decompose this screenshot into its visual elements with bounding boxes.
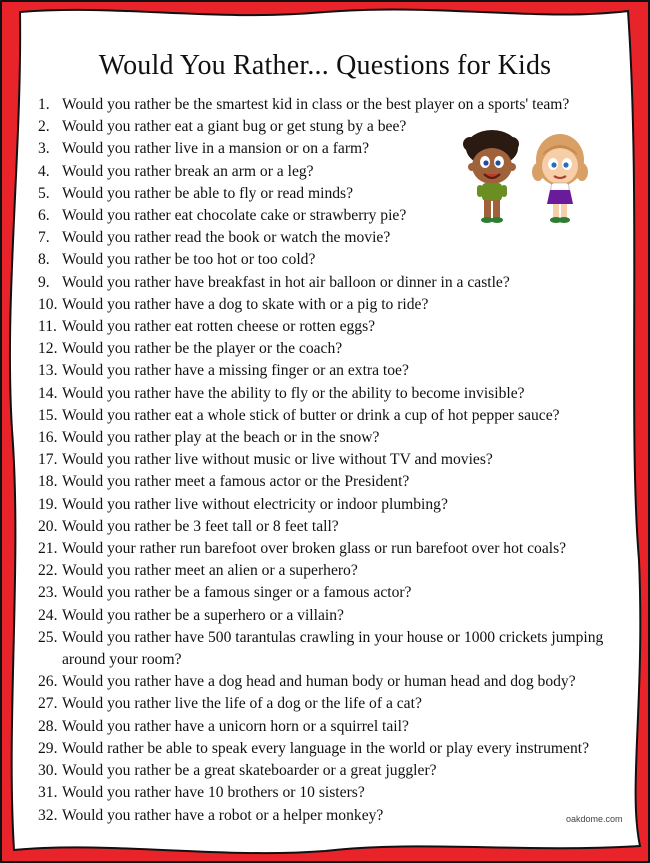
question-item — [38, 272, 618, 294]
question-text: Would you rather play at the beach or in the snow? — [62, 429, 380, 447]
question-item — [38, 94, 618, 116]
question-number: 25. — [38, 628, 58, 646]
question-number: 24. — [38, 606, 58, 624]
question-number: 16. — [38, 429, 58, 447]
page-title: Would You Rather... Questions for Kids — [98, 50, 552, 81]
question-text: Would you rather be the player or the coach? — [62, 340, 343, 358]
question-item — [38, 116, 618, 138]
question-text: Would you rather be a famous singer or a famous actor? — [62, 584, 412, 602]
question-number: 26. — [38, 673, 58, 691]
question-number: 9. — [38, 273, 50, 291]
question-item — [38, 716, 618, 738]
question-text: Would you rather be 3 feet tall or 8 feet tall? — [62, 517, 339, 535]
site-credit: oakdome.com — [566, 814, 623, 824]
question-item — [38, 471, 618, 493]
question-text: Would you rather have 500 tarantulas crawling in your house or 1000 crickets jumping around your room? — [62, 628, 604, 669]
question-number: 5. — [38, 184, 50, 202]
question-item — [38, 383, 618, 405]
question-item — [38, 538, 618, 560]
question-number: 2. — [38, 118, 50, 136]
question-number: 10. — [38, 295, 58, 313]
question-item — [38, 138, 618, 160]
question-item — [38, 582, 618, 604]
question-text: Would you rather be too hot or too cold? — [62, 251, 316, 269]
question-item — [38, 227, 618, 249]
question-number: 29. — [38, 739, 58, 757]
question-number: 32. — [38, 806, 58, 824]
question-number: 7. — [38, 229, 50, 247]
question-text: Would you rather meet a famous actor or the President? — [62, 473, 410, 491]
question-text: Would you rather eat rotten cheese or rotten eggs? — [62, 318, 376, 336]
question-number: 19. — [38, 495, 58, 513]
question-text: Would you rather read the book or watch the movie? — [62, 229, 391, 247]
question-text: Would you rather have the ability to fly or the ability to become invisible? — [62, 384, 525, 402]
question-item — [38, 760, 618, 782]
question-item — [38, 427, 618, 449]
question-number: 12. — [38, 340, 58, 358]
question-number: 1. — [38, 96, 50, 113]
question-number: 23. — [38, 584, 58, 602]
question-number: 14. — [38, 384, 58, 402]
question-number: 13. — [38, 362, 58, 380]
question-number: 18. — [38, 473, 58, 491]
question-number: 3. — [38, 140, 50, 158]
question-text: Would you rather have 10 brothers or 10 sisters? — [62, 784, 365, 802]
question-text: Would you rather be a great skateboarder or a great juggler? — [62, 762, 437, 780]
question-item — [38, 205, 618, 227]
question-item — [38, 405, 618, 427]
question-number: 8. — [38, 251, 50, 269]
question-text: Would you rather live without electricity or indoor plumbing? — [62, 495, 448, 513]
question-text: Would you rather be a superhero or a villain? — [62, 606, 344, 624]
question-item — [38, 782, 618, 804]
question-item — [38, 316, 618, 338]
question-text: Would you rather eat chocolate cake or strawberry pie? — [62, 207, 407, 225]
question-number: 22. — [38, 562, 58, 580]
question-number: 30. — [38, 762, 58, 780]
question-text: Would you rather have a missing finger or an extra toe? — [62, 362, 409, 380]
question-text: Would you rather have a unicorn horn or a squirrel tail? — [62, 717, 409, 735]
question-number: 4. — [38, 162, 50, 180]
question-item — [38, 494, 618, 516]
question-item — [38, 805, 618, 827]
question-item — [38, 627, 618, 671]
question-number: 27. — [38, 695, 58, 713]
question-text: Would you rather live in a mansion or on a farm? — [62, 140, 370, 158]
question-text: Would you rather break an arm or a leg? — [62, 162, 314, 180]
question-text: Would you rather have a dog head and human body or human head and dog body? — [62, 673, 576, 691]
question-item — [38, 449, 618, 471]
question-number: 11. — [38, 318, 57, 336]
question-text: Would you rather be the smartest kid in class or the best player on a sports' team? — [62, 96, 570, 113]
question-text: Would you rather live without music or live without TV and movies? — [62, 451, 493, 469]
question-text: Would you rather be able to fly or read minds? — [62, 184, 354, 202]
question-number: 28. — [38, 717, 58, 735]
question-item — [38, 183, 618, 205]
question-number: 15. — [38, 406, 58, 424]
question-item — [38, 738, 618, 760]
question-text: Would you rather eat a whole stick of butter or drink a cup of hot pepper sauce? — [62, 406, 560, 424]
question-text: Would you rather have breakfast in hot air balloon or dinner in a castle? — [62, 273, 510, 291]
question-list — [38, 94, 618, 827]
question-item — [38, 693, 618, 715]
question-item — [38, 161, 618, 183]
question-item — [38, 249, 618, 271]
question-text: Would your rather run barefoot over broken glass or run barefoot over hot coals? — [62, 540, 567, 558]
question-item — [38, 560, 618, 582]
question-text: Would you rather meet an alien or a superhero? — [62, 562, 358, 580]
question-number: 17. — [38, 451, 58, 469]
question-text: Would you rather live the life of a dog or the life of a cat? — [62, 695, 422, 713]
question-text: Would you rather eat a giant bug or get stung by a bee? — [62, 118, 407, 136]
question-number: 31. — [38, 784, 58, 802]
question-item — [38, 516, 618, 538]
question-item — [38, 360, 618, 382]
question-item — [38, 338, 618, 360]
question-item — [38, 294, 618, 316]
question-number: 6. — [38, 207, 50, 225]
question-text: Would you rather have a dog to skate with or a pig to ride? — [62, 295, 429, 313]
question-item — [38, 605, 618, 627]
question-item — [38, 671, 618, 693]
question-text: Would rather be able to speak every language in the world or play every instrument? — [62, 739, 590, 757]
question-number: 20. — [38, 517, 58, 535]
question-text: Would you rather have a robot or a helper monkey? — [62, 806, 384, 824]
question-number: 21. — [38, 540, 58, 558]
